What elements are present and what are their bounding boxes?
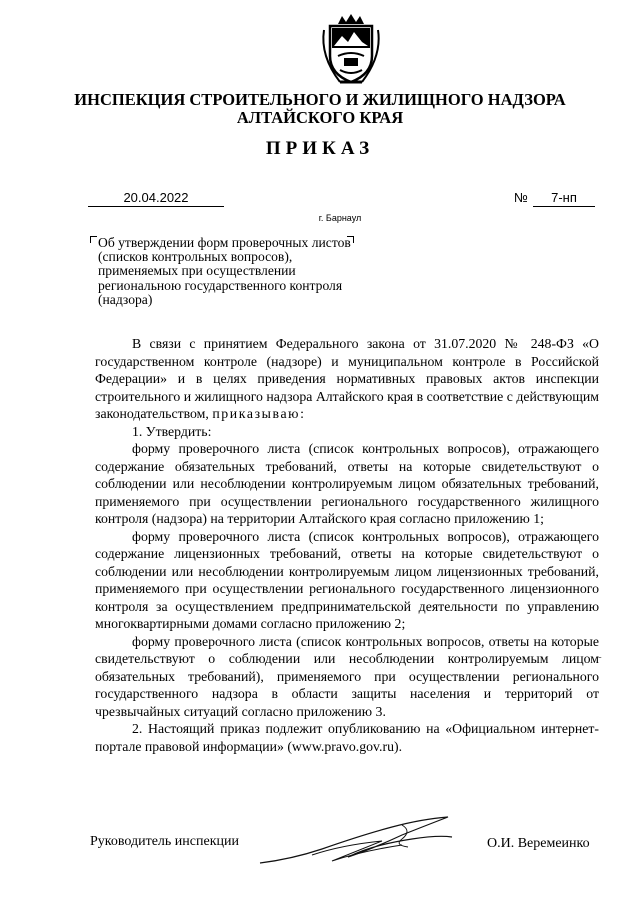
document-body [95,335,599,755]
number-label: № [514,190,528,205]
margin-mark: - [598,651,602,663]
subject-corner-left [90,236,97,243]
handwritten-signature [252,805,462,875]
form-paragraph-2: форму проверочного листа (список контрольных вопросов), отражающего содержание лицензионных требований, ответы на которые свидетельствуют о соблюдении или несоблюдении контролируемым лицом лицензионных требований, применяемого при осуществлении регионального государственного лицензионного контроля за осуществлением предпринимательской деятельности по управлению многоквартирными домами согласно приложению 2; [95,528,599,631]
form-paragraph-3: форму проверочного листа (список контрольных вопросов, ответы на которые свидетельствуют о соблюдении или несоблюдении контролируемым лицом обязательных требований), применяемого при осуществлении регионального государственного надзора в области защиты населения и территорий от чрезвычайных ситуаций согласно приложению 3. [95,633,599,719]
form-paragraph-1: форму проверочного листа (список контрольных вопросов), отражающего содержание обязательных требований, ответы на которые свидетельствуют о соблюдении или несоблюдении контролируемым лицом обязательных требований, применяемого при осуществлении регионального государственного жилищного контроля (надзора) на территории Алтайского края согласно приложению 1; [95,441,599,526]
document-subject: Об утверждении форм проверочных листов (списков контрольных вопросов), применяемых при осуществлении региональною государственного контроля (надзора) [98,235,351,307]
signatory-name: О.И. Веремеинко [487,836,590,851]
document-title: ПРИКАЗ [265,138,375,159]
item-1: 1. Утвердить: [132,423,212,439]
document-date: 20.04.2022 [88,190,224,207]
item-2: 2. Настоящий приказ подлежит опубликованию на «Официальном интернет-портале правовой информации» (www.pravo.gov.ru). [95,721,599,754]
organization-name-line2: АЛТАЙСКОГО КРАЯ [236,108,404,127]
coat-of-arms-emblem [318,12,384,88]
signatory-title: Руководитель инспекции [90,834,239,849]
organization-name-line1: ИНСПЕКЦИЯ СТРОИТЕЛЬНОГО И ЖИЛИЩНОГО НАДЗОРА [74,90,566,109]
document-number: 7-нп [533,190,595,207]
order-word: приказываю: [212,406,306,421]
preamble-text: В связи с принятием Федерального закона от 31.07.2020 № 248-ФЗ «О государственном контроле (надзоре) и муниципальном контроле в Российской Федерации» и в целях приведения нормативных правовых актов инспекции строительного и жилищного надзора Алтайского края в соответствие с действующим законодательством, [95,336,599,421]
preamble-paragraph [95,335,599,423]
city-label: г. Барнаул [318,213,362,223]
